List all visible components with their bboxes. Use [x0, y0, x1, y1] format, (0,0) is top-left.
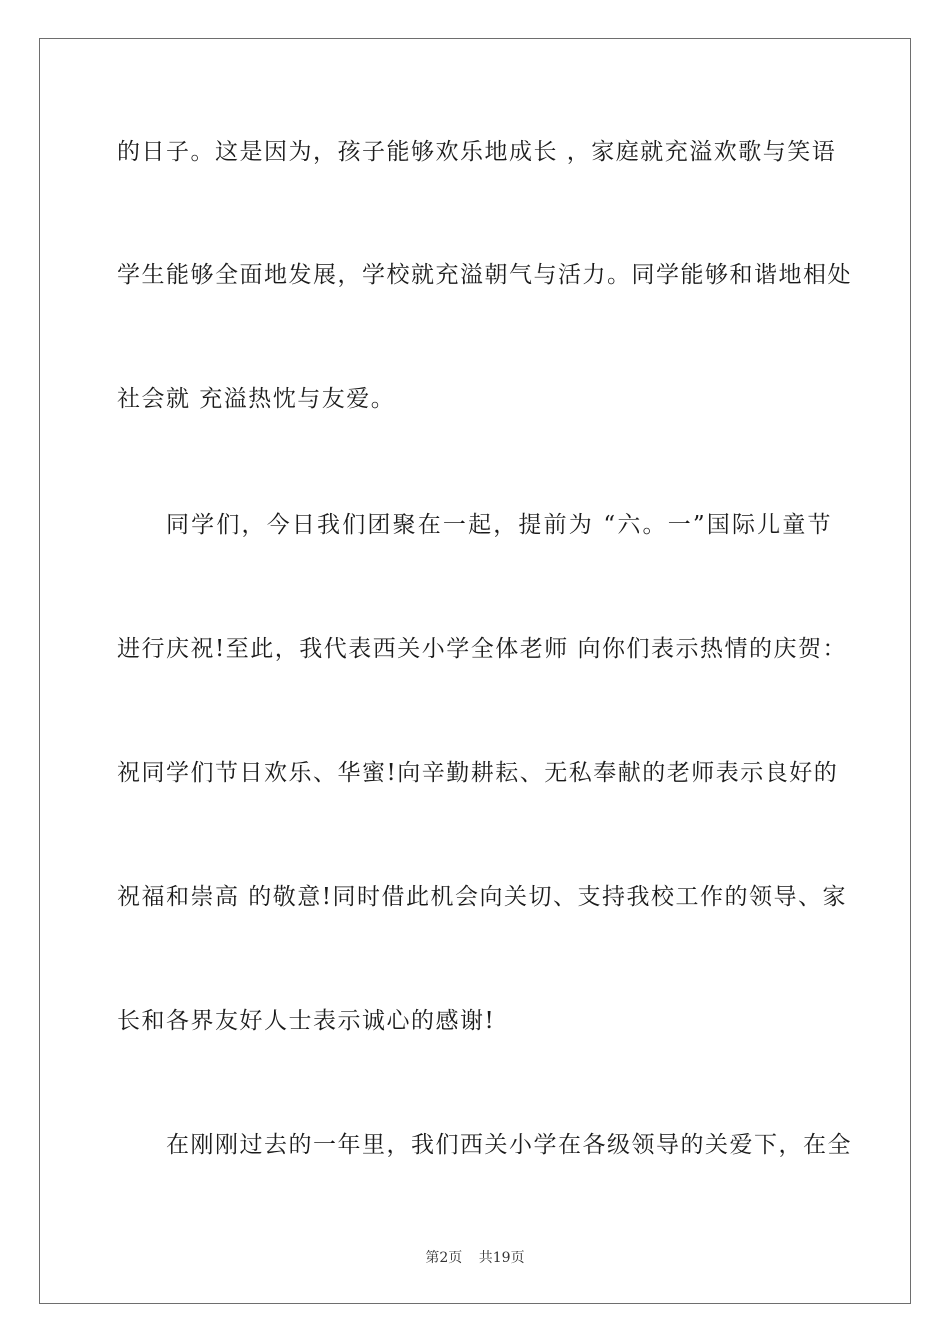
paragraph-line: 进行庆祝!至此，我代表西关小学全体老师 向你们表示热情的庆贺：: [117, 636, 848, 662]
paragraph-line: 同学们，今日我们团聚在一起，提前为 “六。一”国际儿童节: [166, 512, 832, 538]
total-pages: 共19页: [478, 1250, 525, 1266]
paragraph-line: 长和各界友好人士表示诚心的感谢!: [117, 1008, 496, 1034]
paragraph-line: 祝同学们节日欢乐、华蜜!向辛勤耕耘、无私奉献的老师表示良好的: [117, 760, 839, 786]
page-footer: [0, 1249, 950, 1267]
paragraph-line: 祝福和崇高 的敬意!同时借此机会向关切、支持我校工作的领导、家: [117, 884, 848, 910]
paragraph-line: 学生能够全面地发展，学校就充溢朝气与活力。同学能够和谐地相处: [117, 262, 852, 288]
page-number: 第2页: [425, 1250, 463, 1266]
paragraph-line: 社会就 充溢热忱与友爱。: [117, 386, 396, 412]
paragraph-line: 在刚刚过去的一年里，我们西关小学在各级领导的关爱下，在全: [166, 1132, 852, 1158]
paragraph-line: 的日子。这是因为，孩子能够欢乐地成长 ，家庭就充溢欢歌与笑语: [117, 139, 837, 165]
page-border: [39, 38, 911, 1304]
